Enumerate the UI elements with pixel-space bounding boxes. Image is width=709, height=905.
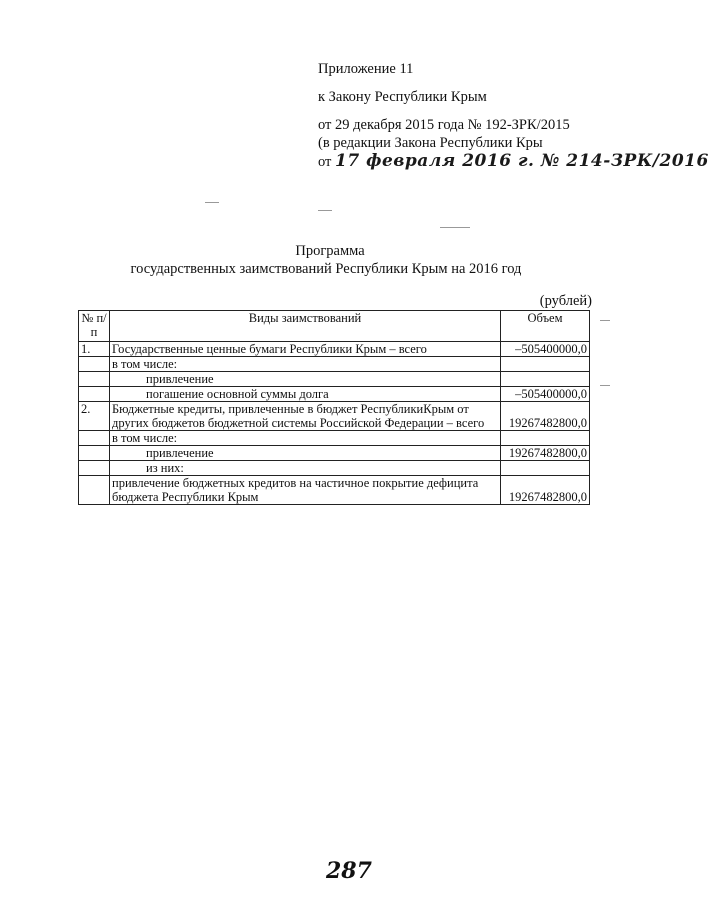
law-date-line: от 29 декабря 2015 года № 192-ЗРК/2015 (318, 117, 570, 133)
row-text: из них: (110, 461, 501, 476)
borrowings-table (78, 310, 590, 505)
row-text: Государственные ценные бумаги Республики Крым – всего (110, 342, 501, 357)
title-line-2: государственных заимствований Республики Крым на 2016 год (130, 261, 522, 277)
header-type: Виды заимствований (110, 311, 501, 342)
row-amount: 19267482800,0 (501, 476, 590, 505)
table-row (79, 342, 590, 357)
row-text: Бюджетные кредиты, привлеченные в бюджет РеспубликиКрым от других бюджетов бюджетной системы Российской Федерации – всего (110, 402, 501, 431)
row-text: привлечение (110, 446, 501, 461)
row-num (79, 461, 110, 476)
row-num (79, 431, 110, 446)
law-reference: к Закону Республики Крым (318, 89, 487, 105)
row-amount: 19267482800,0 (501, 402, 590, 431)
header-num: № п/п (79, 311, 110, 342)
table-row (79, 446, 590, 461)
handwritten-amendment: 17 февраля 2016 г. № 214-ЗРК/2016 (335, 151, 709, 171)
amendment-prefix: от (318, 154, 332, 170)
row-text: привлечение бюджетных кредитов на частичное покрытие дефицита бюджета Республики Крым (110, 476, 501, 505)
document-title (0, 242, 640, 278)
row-amount: 19267482800,0 (501, 446, 590, 461)
units-label: (рублей) (539, 293, 592, 309)
row-text: привлечение (110, 372, 501, 387)
table-header-row (79, 311, 590, 342)
amendment-line (318, 152, 709, 171)
row-num (79, 446, 110, 461)
row-num (79, 357, 110, 372)
row-text: в том числе: (110, 357, 501, 372)
table-row (79, 402, 590, 431)
row-num (79, 372, 110, 387)
table-row (79, 387, 590, 402)
handwritten-page-number: 287 (326, 858, 372, 884)
row-amount (501, 461, 590, 476)
table-row (79, 476, 590, 505)
row-num: 2. (79, 402, 110, 431)
scan-artifact (600, 320, 610, 321)
document-header (318, 60, 709, 171)
row-amount (501, 357, 590, 372)
row-num (79, 476, 110, 505)
scan-artifact (318, 210, 332, 211)
row-num (79, 387, 110, 402)
row-amount: –505400000,0 (501, 342, 590, 357)
table-row (79, 357, 590, 372)
appendix-label: Приложение 11 (318, 61, 414, 77)
table-row (79, 461, 590, 476)
row-amount (501, 372, 590, 387)
row-text: погашение основной суммы долга (110, 387, 501, 402)
row-text: в том числе: (110, 431, 501, 446)
scan-artifact (205, 202, 219, 203)
scan-artifact (440, 227, 470, 228)
row-amount (501, 431, 590, 446)
header-amount: Объем (501, 311, 590, 342)
table-row (79, 372, 590, 387)
row-num: 1. (79, 342, 110, 357)
title-line-1: Программа (295, 243, 365, 259)
edition-line: (в редакции Закона Республики Кры (318, 135, 543, 151)
scan-artifact (600, 385, 610, 386)
row-amount: –505400000,0 (501, 387, 590, 402)
table-row (79, 431, 590, 446)
